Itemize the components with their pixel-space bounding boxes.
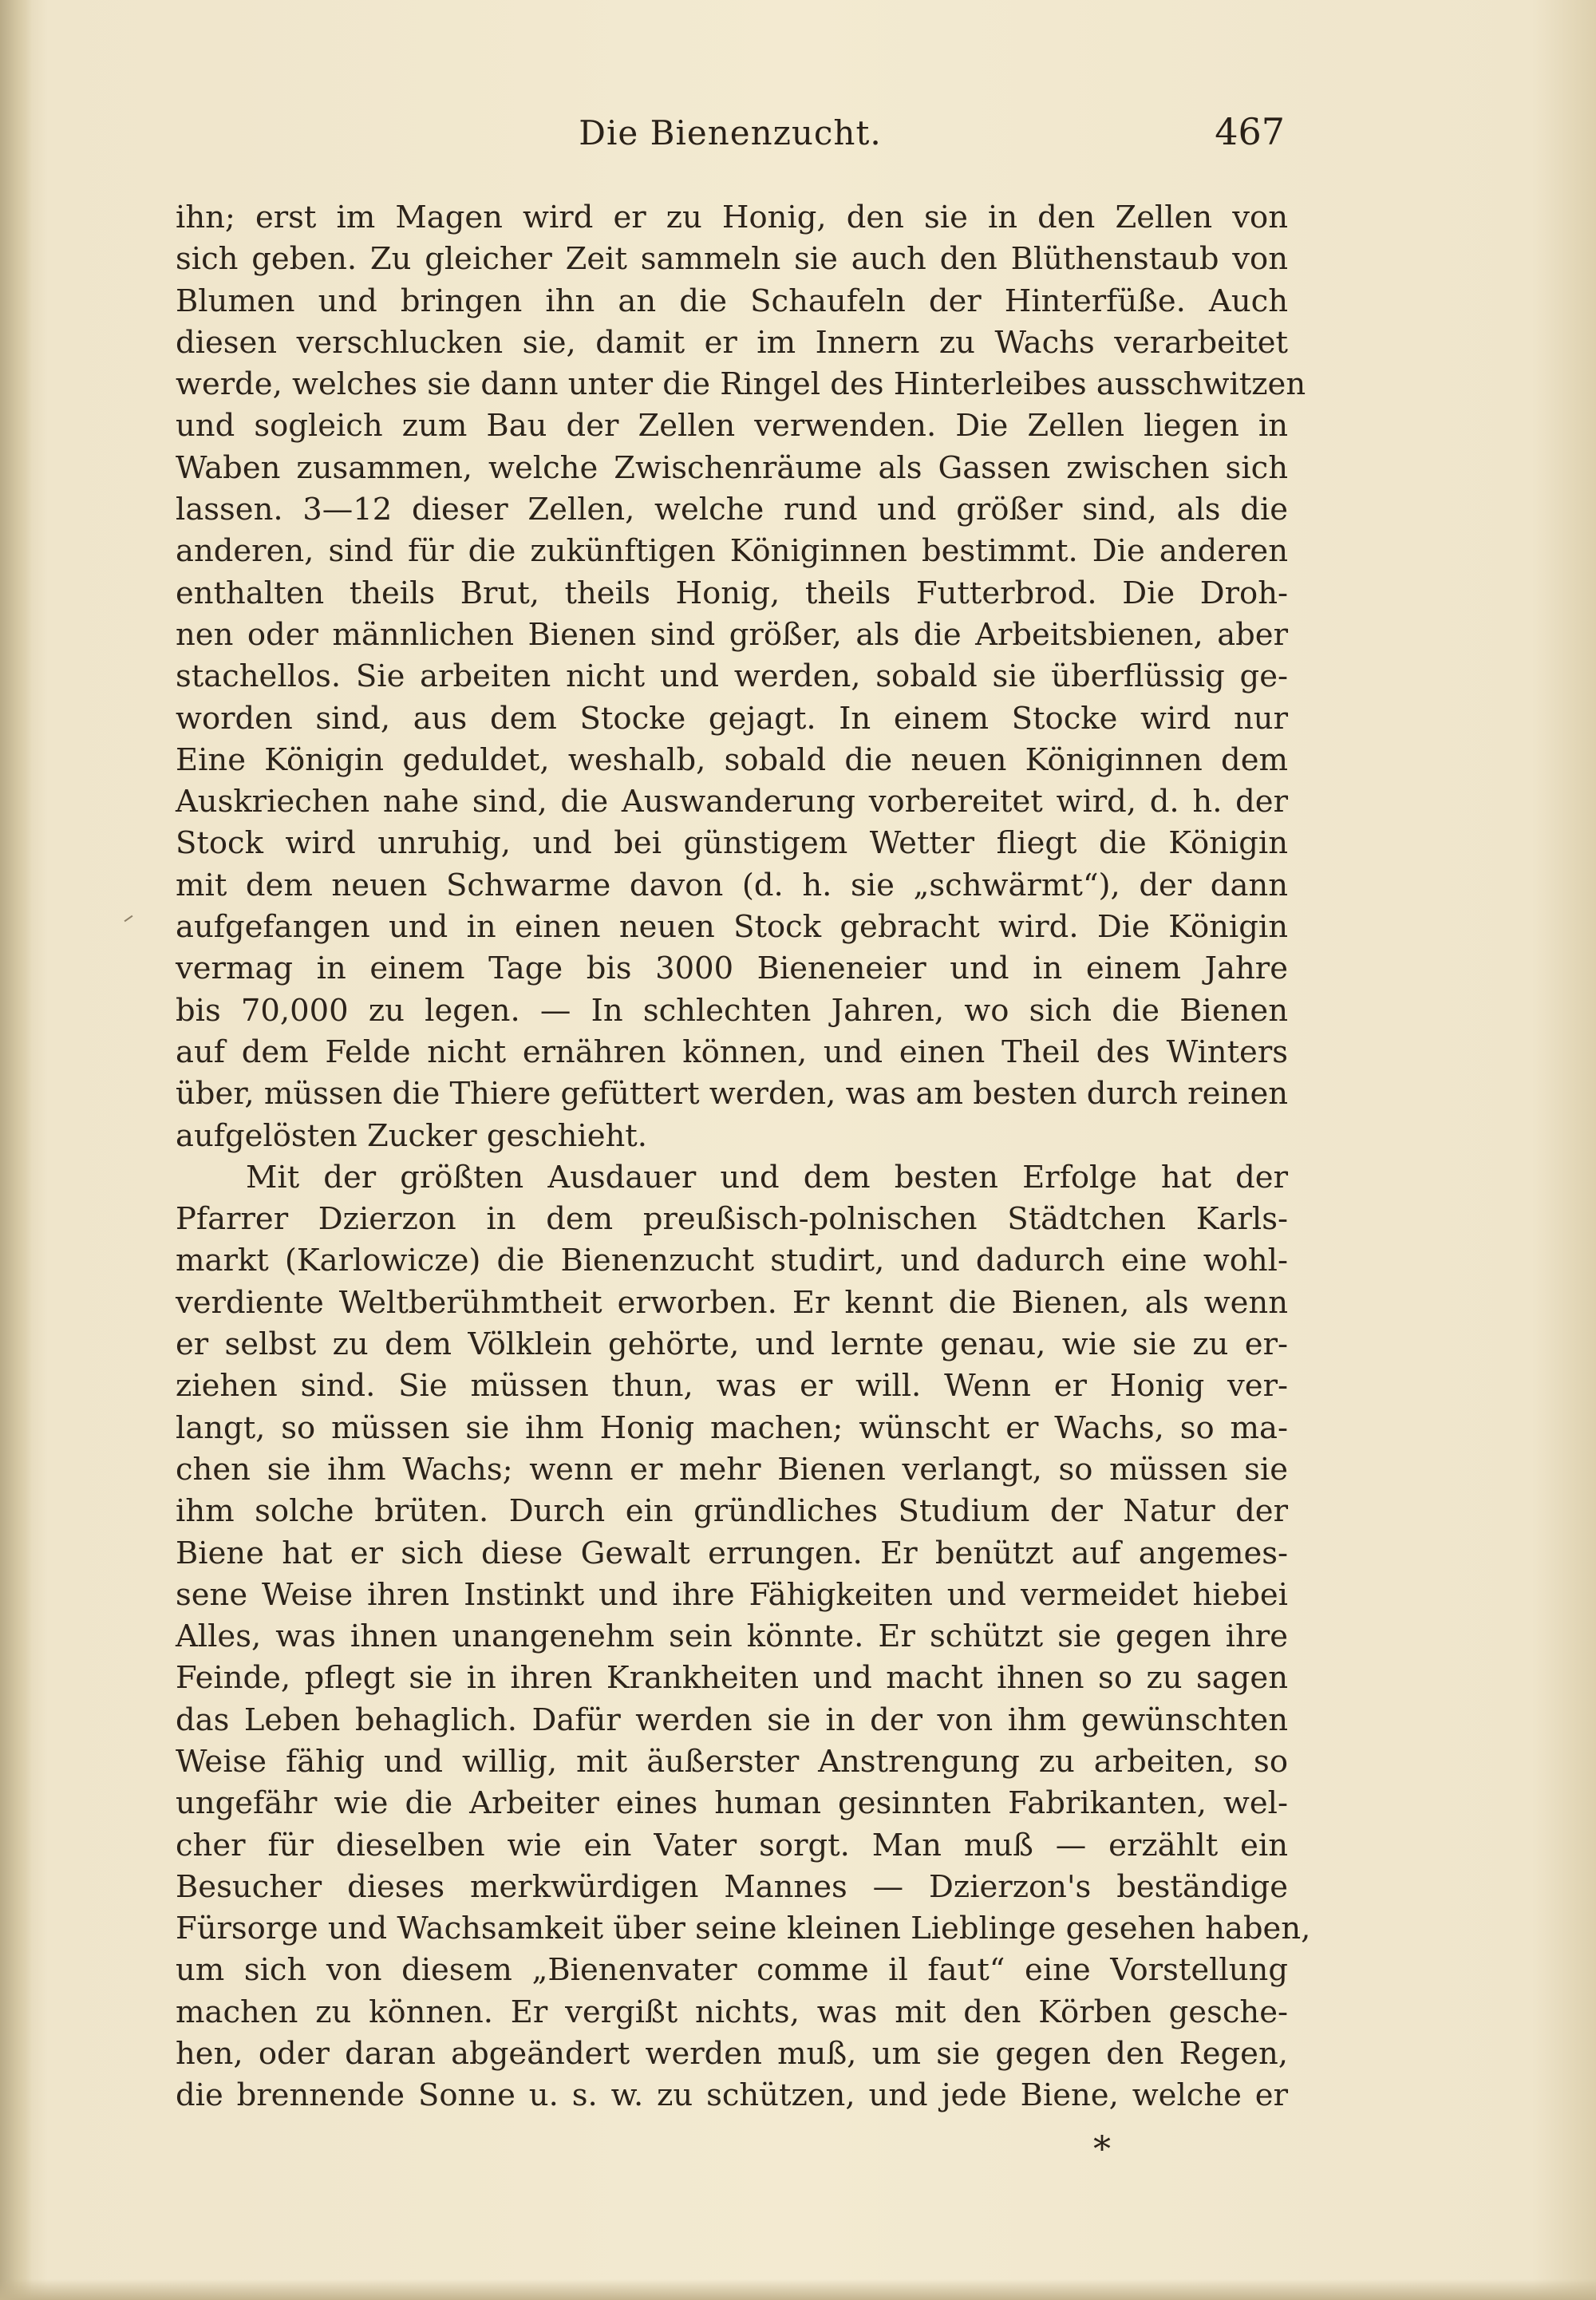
text-line: ungefähr wie die Arbeiter eines human gesinnten Fabrikanten, wel- bbox=[176, 1785, 1288, 1822]
paper-speck bbox=[124, 915, 133, 923]
text-line: lassen. 3—12 dieser Zellen, welche rund und größer sind, als die bbox=[176, 492, 1288, 528]
text-line: chen sie ihm Wachs; wenn er mehr Bienen verlangt, so müssen sie bbox=[176, 1451, 1288, 1488]
text-line: verdiente Weltberühmtheit erworben. Er kennt die Bienen, als wenn bbox=[176, 1284, 1288, 1321]
text-line: und sogleich zum Bau der Zellen verwenden. Die Zellen liegen in bbox=[176, 408, 1288, 445]
paragraph-end-line: aufgelösten Zucker geschieht. bbox=[176, 1117, 647, 1154]
text-line: Biene hat er sich diese Gewalt errungen. Er benützt auf angemes- bbox=[176, 1535, 1288, 1571]
text-line: vermag in einem Tage bis 3000 Bieneneier und in einem Jahre bbox=[176, 950, 1288, 987]
text-line: über, müssen die Thiere gefüttert werden, was am besten durch reinen bbox=[176, 1076, 1289, 1112]
text-line: mit dem neuen Schwarme davon (d. h. sie „schwärmt“), der dann bbox=[176, 867, 1288, 903]
page-binding-shadow bbox=[0, 0, 32, 2300]
page-number: 467 bbox=[1215, 110, 1285, 153]
page-bottom-edge bbox=[0, 2279, 1596, 2300]
text-line: Feinde, pflegt sie in ihren Krankheiten und macht ihnen so zu sagen bbox=[176, 1660, 1288, 1697]
text-line: markt (Karlowicze) die Bienenzucht studirt, und dadurch eine wohl- bbox=[176, 1243, 1288, 1279]
text-line: Waben zusammen, welche Zwischenräume als Gassen zwischen sich bbox=[176, 449, 1288, 486]
text-line: die brennende Sonne u. s. w. zu schützen, und jede Biene, welche er bbox=[176, 2077, 1288, 2114]
text-line: machen zu können. Er vergißt nichts, was mit den Körben gesche- bbox=[176, 1994, 1288, 2030]
text-line: um sich von diesem „Bienenvater comme il faut“ eine Vorstellung bbox=[176, 1952, 1288, 1989]
text-line: Blumen und bringen ihn an die Schaufeln der Hinterfüße. Auch bbox=[176, 283, 1288, 319]
text-line: diesen verschlucken sie, damit er im Innern zu Wachs verarbeitet bbox=[176, 324, 1288, 361]
paragraph-start-line: Mit der größten Ausdauer und dem besten Erfolge hat der bbox=[246, 1159, 1288, 1195]
text-line: aufgefangen und in einen neuen Stock gebracht wird. Die Königin bbox=[176, 909, 1288, 946]
text-line: Besucher dieses merkwürdigen Mannes — Dzierzon's beständige bbox=[176, 1868, 1288, 1905]
text-line: bis 70,000 zu legen. — In schlechten Jahren, wo sich die Bienen bbox=[176, 992, 1288, 1029]
text-line: sene Weise ihren Instinkt und ihre Fähigkeiten und vermeidet hiebei bbox=[176, 1576, 1288, 1613]
text-line: auf dem Felde nicht ernähren können, und einen Theil des Winters bbox=[176, 1033, 1288, 1070]
text-line: Weise fähig und willig, mit äußerster Anstrengung zu arbeiten, so bbox=[176, 1743, 1288, 1780]
text-line: Alles, was ihnen unangenehm sein könnte. Er schützt sie gegen ihre bbox=[176, 1618, 1288, 1655]
text-line: Fürsorge und Wachsamkeit über seine kleinen Lieblinge gesehen haben, bbox=[176, 1911, 1311, 1947]
text-line: anderen, sind für die zukünftigen Königinnen bestimmt. Die anderen bbox=[176, 533, 1288, 570]
text-line: hen, oder daran abgeändert werden muß, um sie gegen den Regen, bbox=[176, 2036, 1288, 2073]
text-line: langt, so müssen sie ihm Honig machen; wünscht er Wachs, so ma- bbox=[176, 1409, 1288, 1446]
text-line: sich geben. Zu gleicher Zeit sammeln sie auch den Blüthenstaub von bbox=[176, 241, 1288, 278]
page-header bbox=[176, 110, 1285, 169]
running-title: Die Bienenzucht. bbox=[579, 113, 882, 152]
text-line: nen oder männlichen Bienen sind größer, als die Arbeitsbienen, aber bbox=[176, 616, 1288, 653]
text-line: Auskriechen nahe sind, die Auswanderung vorbereitet wird, d. h. der bbox=[176, 784, 1288, 820]
text-line: ihm solche brüten. Durch ein gründliches Studium der Natur der bbox=[176, 1493, 1288, 1530]
text-line: enthalten theils Brut, theils Honig, theils Futterbrod. Die Droh- bbox=[176, 575, 1288, 611]
text-line: ihn; erst im Magen wird er zu Honig, den sie in den Zellen von bbox=[176, 200, 1288, 235]
text-line: stachellos. Sie arbeiten nicht und werden, sobald sie überflüssig ge- bbox=[176, 658, 1288, 695]
text-line: Stock wird unruhig, und bei günstigem Wetter fliegt die Königin bbox=[176, 825, 1288, 862]
signature-mark: * bbox=[1093, 2129, 1111, 2170]
body-text bbox=[176, 197, 1311, 2117]
text-line: Eine Königin geduldet, weshalb, sobald die neuen Königinnen dem bbox=[176, 741, 1288, 778]
text-line: ziehen sind. Sie müssen thun, was er will. Wenn er Honig ver- bbox=[176, 1368, 1288, 1405]
text-line: cher für dieselben wie ein Vater sorgt. Man muß — erzählt ein bbox=[176, 1827, 1288, 1863]
text-line: das Leben behaglich. Dafür werden sie in der von ihm gewünschten bbox=[176, 1701, 1288, 1738]
text-line: Pfarrer Dzierzon in dem preußisch-polnischen Städtchen Karls- bbox=[176, 1201, 1288, 1238]
text-line: er selbst zu dem Völklein gehörte, und lernte genau, wie sie zu er- bbox=[176, 1326, 1288, 1363]
text-line: werde, welches sie dann unter die Ringel des Hinterleibes ausschwitzen bbox=[176, 366, 1306, 403]
text-line: worden sind, aus dem Stocke gejagt. In einem Stocke wird nur bbox=[176, 700, 1288, 737]
